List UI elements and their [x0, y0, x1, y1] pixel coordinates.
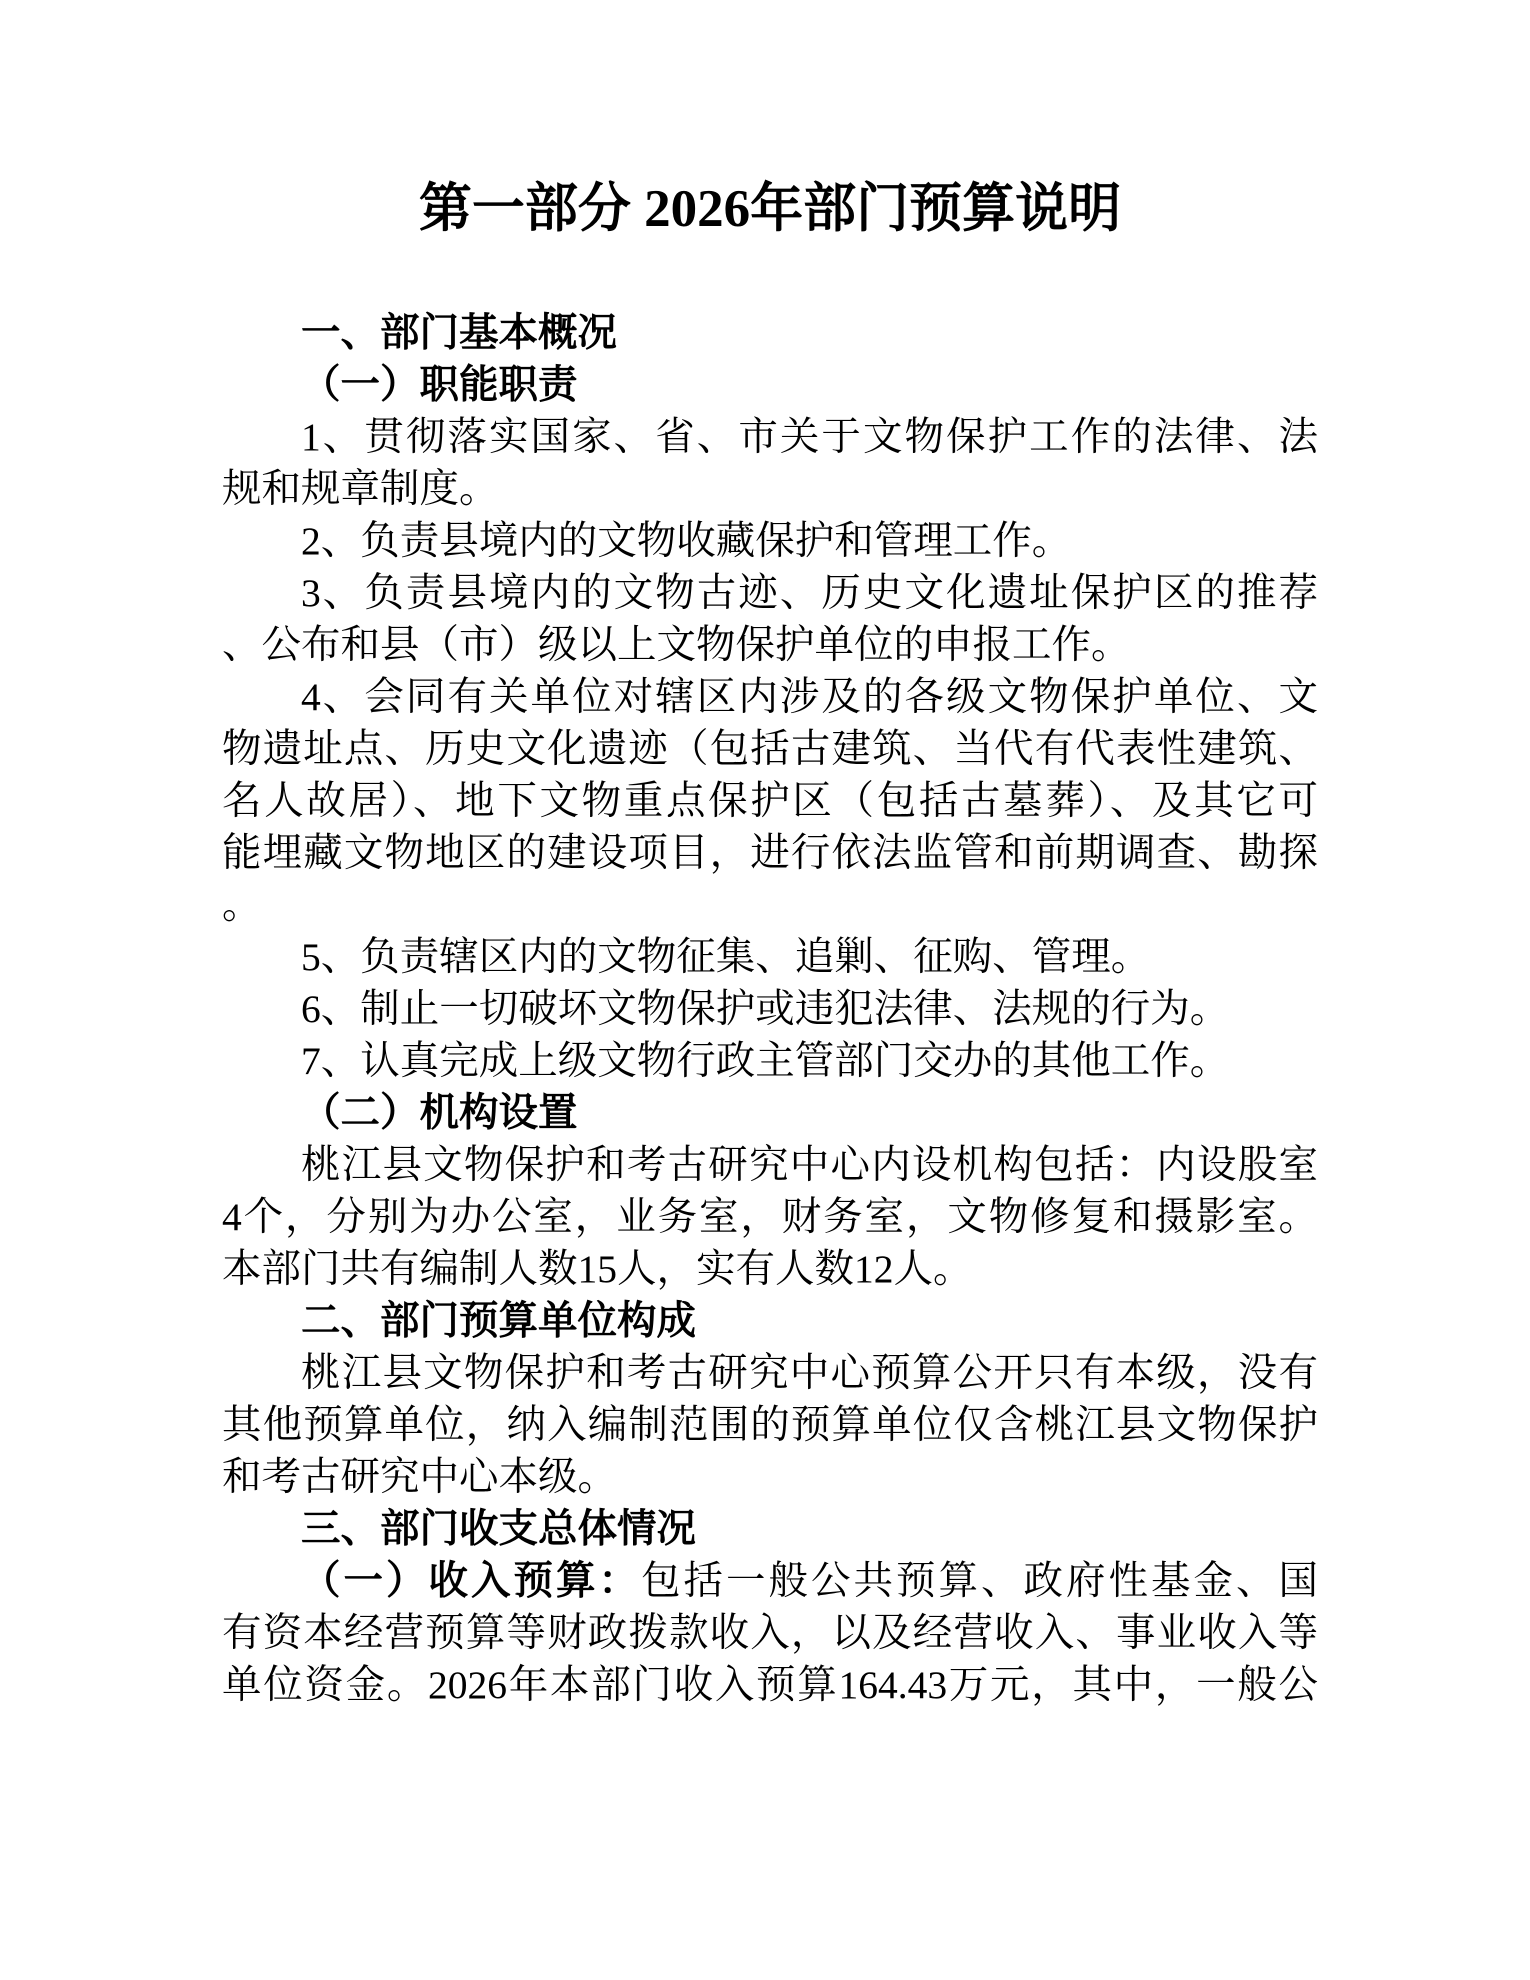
heading-org-structure: （二）机构设置 — [301, 1091, 578, 1135]
text-line-duty7: 7、认真完成上级文物行政主管部门交办的其他工作。 — [301, 1039, 1230, 1083]
text-line-duty4-c: 名人故居）、地下文物重点保护区（包括古墓葬）、及其它可 — [222, 779, 1318, 823]
text-line-org-c: 本部门共有编制人数15人，实有人数12人。 — [222, 1247, 973, 1291]
heading-revenue-expense: 三、部门收支总体情况 — [301, 1507, 696, 1551]
text-line-org-b: 4个，分别为办公室，业务室，财务室，文物修复和摄影室。 — [222, 1195, 1318, 1239]
text-line-units-a: 桃江县文物保护和考古研究中心预算公开只有本级，没有 — [301, 1351, 1318, 1395]
heading-budget-units: 二、部门预算单位构成 — [301, 1299, 696, 1343]
text-line-duty1-b: 规和规章制度。 — [222, 467, 499, 511]
text-line-units-b: 其他预算单位，纳入编制范围的预算单位仅含桃江县文物保护 — [222, 1403, 1318, 1447]
income-budget-label: （一）收入预算： — [301, 1559, 641, 1603]
document-body — [222, 307, 1318, 1711]
text-line-duty3-b: 、公布和县（市）级以上文物保护单位的申报工作。 — [222, 623, 1131, 667]
text-line-duty2: 2、负责县境内的文物收藏保护和管理工作。 — [301, 519, 1072, 563]
text-line-income-a — [222, 1555, 1318, 1607]
text-line-duty3-a: 3、负责县境内的文物古迹、历史文化遗址保护区的推荐 — [301, 571, 1318, 615]
document-title: 第一部分 2026年部门预算说明 — [418, 180, 1122, 238]
heading-dept-overview: 一、部门基本概况 — [301, 311, 617, 355]
text-line-duty5: 5、负责辖区内的文物征集、追剿、征购、管理。 — [301, 935, 1151, 979]
text-line-duty4-b: 物遗址点、历史文化遗迹（包括古建筑、当代有代表性建筑、 — [222, 727, 1318, 771]
text-line-duty4-e: 。 — [222, 883, 262, 927]
income-budget-text: 包括一般公共预算、政府性基金、国 — [641, 1559, 1318, 1603]
text-line-duty4-a: 4、会同有关单位对辖区内涉及的各级文物保护单位、文 — [301, 675, 1318, 719]
text-line-duty4-d: 能埋藏文物地区的建设项目，进行依法监管和前期调查、勘探 — [222, 831, 1318, 875]
text-line-org-a: 桃江县文物保护和考古研究中心内设机构包括：内设股室 — [301, 1143, 1318, 1187]
text-line-duty6: 6、制止一切破坏文物保护或违犯法律、法规的行为。 — [301, 987, 1230, 1031]
heading-functions-duties: （一）职能职责 — [301, 363, 578, 407]
text-line-duty1-a: 1、贯彻落实国家、省、市关于文物保护工作的法律、法 — [301, 415, 1318, 459]
text-line-income-b: 有资本经营预算等财政拨款收入，以及经营收入、事业收入等 — [222, 1611, 1318, 1655]
text-line-income-c: 单位资金。2026年本部门收入预算164.43万元，其中，一般公 — [222, 1663, 1318, 1707]
text-line-units-c: 和考古研究中心本级。 — [222, 1455, 617, 1499]
